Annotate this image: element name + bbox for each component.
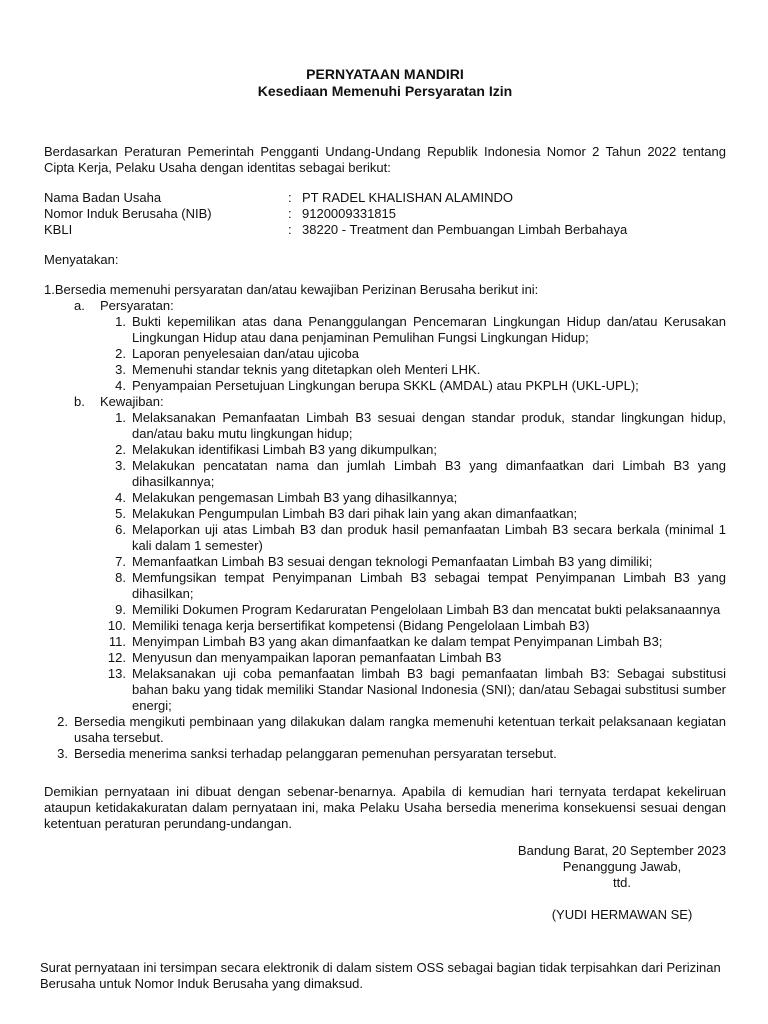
statement-list: [44, 282, 726, 762]
identity-value: 9120009331815: [302, 206, 396, 221]
identity-label: Nomor Induk Berusaha (NIB): [44, 206, 212, 221]
list-item: [100, 378, 726, 394]
item-number: 12.: [107, 650, 126, 665]
item-number: 9.: [115, 602, 126, 617]
item-number: 1.: [115, 410, 126, 425]
statement-text: Bersedia memenuhi persyaratan dan/atau kewajiban Perizinan Berusaha berikut ini:: [54, 282, 539, 297]
statement-text: Bersedia menerima sanksi terhadap pelanggaran pemenuhan persyaratan tersebut.: [74, 746, 557, 761]
item-number: 7.: [115, 554, 126, 569]
item-text: Melaksanakan uji coba pemanfaatan limbah B3 bagi pemanfaatan limbah B3: Sebagai substitusi bahan baku yang tidak memiliki Standar Nasional Indonesia (SNI); dan/atau Sebagai substitusi sumber energi;: [132, 666, 726, 713]
item-text: Memiliki Dokumen Program Kedaruratan Pengelolaan Limbah B3 dan mencatat bukti pelaksanaannya: [132, 602, 721, 617]
item-text: Laporan penyelesaian dan/atau ujicoba: [132, 346, 359, 361]
item-text: Memiliki tenaga kerja bersertifikat kompetensi (Bidang Pengelolaan Limbah B3): [132, 618, 590, 633]
item-text: Melakukan Pengumpulan Limbah B3 dari pihak lain yang akan dimanfaatkan;: [132, 506, 578, 521]
signature-role: Penanggung Jawab,: [562, 859, 682, 874]
item-text: Bukti kepemilikan atas dana Penanggulangan Pencemaran Lingkungan Hidup dan/atau Kerusakan Lingkungan Hidup atau dana penjaminan Pemulihan Fungsi Lingkungan Hidup;: [132, 314, 726, 345]
list-item: [100, 666, 726, 714]
item-number: 5.: [115, 506, 126, 521]
footer-note: Surat pernyataan ini tersimpan secara elektronik di dalam sistem OSS sebagai bagian tidak terpisahkan dari Perizinan Berusaha untuk Nomor Induk Berusaha yang dimaksud.: [40, 960, 721, 991]
document-title: PERNYATAAN MANDIRI: [306, 66, 464, 82]
item-text: Memanfaatkan Limbah B3 sesuai dengan teknologi Pemanfaatan Limbah B3 yang dimiliki;: [132, 554, 653, 569]
item-number: 6.: [115, 522, 126, 537]
identity-separator: :: [288, 222, 292, 237]
list-item: [100, 410, 726, 442]
list-item: [100, 570, 726, 602]
identity-separator: :: [288, 206, 292, 221]
menyatakan-label: Menyatakan:: [44, 252, 119, 267]
section-label: Persyaratan:: [100, 298, 174, 313]
identity-row: [44, 190, 726, 206]
list-item: [100, 490, 726, 506]
statement-item: [44, 714, 726, 746]
item-number: 4.: [115, 378, 126, 393]
item-number: 2.: [115, 346, 126, 361]
statement-item: [44, 746, 726, 762]
identity-value: PT RADEL KHALISHAN ALAMINDO: [302, 190, 513, 205]
item-text: Penyampaian Persetujuan Lingkungan berupa SKKL (AMDAL) atau PKPLH (UKL-UPL);: [132, 378, 639, 393]
intro-paragraph: Berdasarkan Peraturan Pemerintah Pengganti Undang-Undang Republik Indonesia Nomor 2 Tahun 2022 tentang Cipta Kerja, Pelaku Usaha dengan identitas sebagai berikut:: [44, 144, 726, 175]
list-item: [100, 650, 726, 666]
signature-place-date: Bandung Barat, 20 September 2023: [517, 843, 727, 858]
kewajiban-list: [74, 410, 726, 714]
list-item: [100, 458, 726, 490]
list-item: [100, 314, 726, 346]
item-text: Melakukan pencatatan nama dan jumlah Limbah B3 yang dimanfaatkan dari Limbah B3 yang dihasilkannya;: [132, 458, 726, 489]
persyaratan-list: [74, 314, 726, 394]
item-number: 13.: [107, 666, 126, 681]
list-item: [100, 506, 726, 522]
item-text: Memenuhi standar teknis yang ditetapkan oleh Menteri LHK.: [132, 362, 481, 377]
statement-number: 3.: [57, 746, 68, 761]
signature-block: [510, 843, 734, 923]
item-number: 3.: [115, 458, 126, 473]
section-letter: b.: [74, 394, 85, 409]
list-item: [100, 602, 726, 618]
list-item: [100, 362, 726, 378]
section-label: Kewajiban:: [100, 394, 164, 409]
document-subtitle: Kesediaan Memenuhi Persyaratan Izin: [257, 83, 513, 99]
identity-label: KBLI: [44, 222, 73, 237]
item-text: Melakukan identifikasi Limbah B3 yang dikumpulkan;: [132, 442, 437, 457]
statement-text: Bersedia mengikuti pembinaan yang dilakukan dalam rangka memenuhi ketentuan terkait pelaksanaan kegiatan usaha tersebut.: [74, 714, 726, 745]
signature-ttd: ttd.: [612, 875, 632, 890]
list-item: [100, 442, 726, 458]
identity-table: [44, 190, 726, 238]
list-item: [100, 554, 726, 570]
item-text: Menyimpan Limbah B3 yang akan dimanfaatkan ke dalam tempat Penyimpanan Limbah B3;: [132, 634, 663, 649]
sub-list: [44, 298, 726, 714]
item-number: 8.: [115, 570, 126, 585]
item-number: 11.: [108, 634, 126, 649]
item-number: 1.: [115, 314, 126, 329]
list-item: [100, 346, 726, 362]
item-text: Melaksanakan Pemanfaatan Limbah B3 sesuai dengan standar produk, standar lingkungan hidup, dan/atau baku mutu lingkungan hidup;: [132, 410, 726, 441]
list-item: [100, 522, 726, 554]
identity-value: 38220 - Treatment dan Pembuangan Limbah Berbahaya: [302, 222, 628, 237]
section-letter: a.: [74, 298, 85, 313]
document-body: [44, 66, 726, 832]
list-item: [100, 634, 726, 650]
persyaratan-section: [74, 298, 726, 394]
item-number: 2.: [115, 442, 126, 457]
item-text: Melakukan pengemasan Limbah B3 yang dihasilkannya;: [132, 490, 458, 505]
item-number: 4.: [115, 490, 126, 505]
list-item: [100, 618, 726, 634]
kewajiban-section: [74, 394, 726, 714]
signature-name: (YUDI HERMAWAN SE): [551, 907, 693, 922]
item-text: Memfungsikan tempat Penyimpanan Limbah B3 sebagai tempat Penyimpanan Limbah B3 yang dihasilkan;: [132, 570, 726, 601]
item-text: Menyusun dan menyampaikan laporan pemanfaatan Limbah B3: [132, 650, 502, 665]
statement-item: [44, 282, 726, 714]
identity-separator: :: [288, 190, 292, 205]
item-number: 10.: [107, 618, 126, 633]
identity-row: [44, 222, 726, 238]
identity-row: [44, 206, 726, 222]
closing-paragraph: Demikian pernyataan ini dibuat dengan sebenar-benarnya. Apabila di kemudian hari ternyata terdapat kekeliruan ataupun ketidakakuratan dalam pernyataan ini, maka Pelaku Usaha bersedia menerima konsekuensi sesuai dengan ketentuan peraturan perundang-undangan.: [44, 784, 726, 831]
identity-label: Nama Badan Usaha: [44, 190, 162, 205]
item-text: Melaporkan uji atas Limbah B3 dan produk hasil pemanfaatan Limbah B3 secara berkala (minimal 1 kali dalam 1 semester): [132, 522, 726, 553]
statement-number: 2.: [57, 714, 68, 729]
statement-number: 1.: [44, 282, 55, 297]
item-number: 3.: [115, 362, 126, 377]
